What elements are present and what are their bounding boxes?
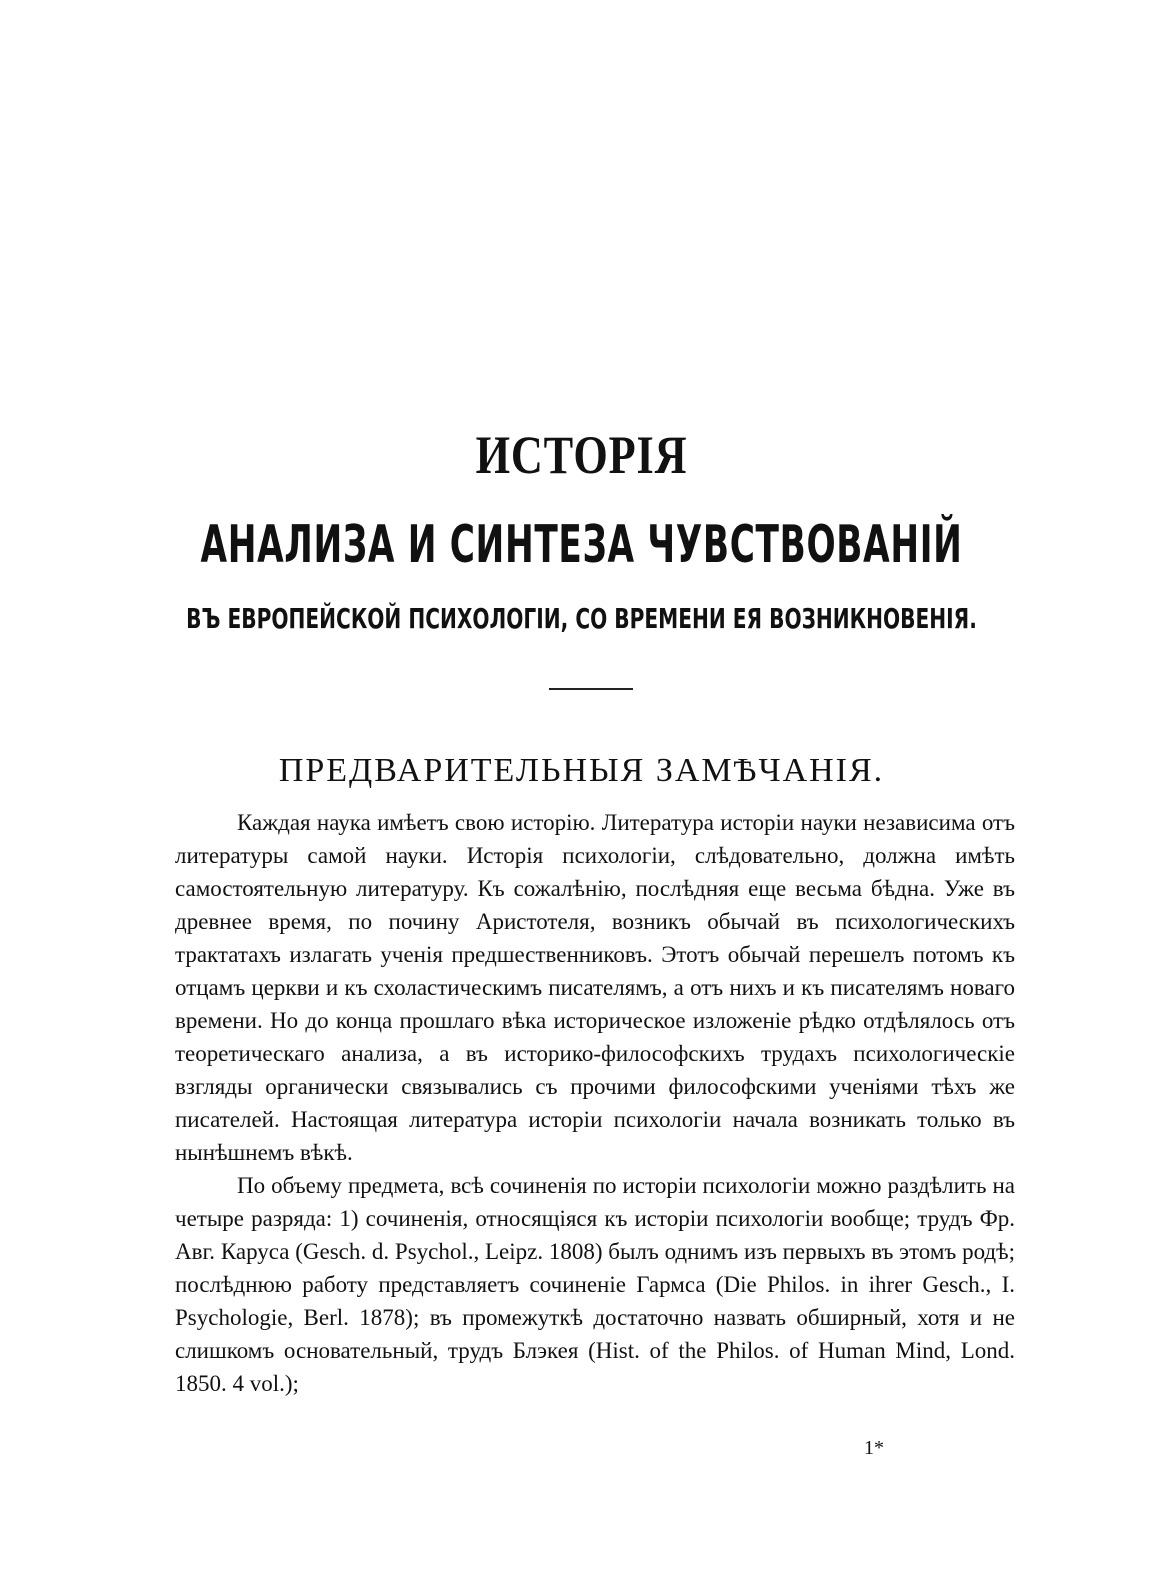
paragraph-1: Каждая наука имѣетъ свою исторію. Литература исторіи науки независима отъ литературы самой науки. Исторія психологіи, слѣдовательно, должна имѣть самостоятельную литературу. Къ сожалѣнію, послѣдняя еще весьма бѣдна. Уже въ древнее время, по почину Аристотеля, возникъ обычай въ психологическихъ трактатахъ излагать ученія предшественниковъ. Этотъ обычай перешелъ потомъ къ отцамъ церкви и къ схоластическимъ писателямъ, а отъ нихъ и къ писателямъ новаго времени. Но до конца прошлаго вѣка историческое изложеніе рѣдко отдѣлялось отъ теоретическаго анализа, а въ историко-философскихъ трудахъ психологическіе взгляды органически связывались съ прочими философскими ученіями тѣхъ же писателей. Настоящая литература исторіи психологіи начала возникать только въ нынѣшнемъ вѣкѣ. — [175, 810, 1015, 1165]
paragraph-2: По объему предмета, всѣ сочиненія по исторіи психологіи можно раздѣлить на четыре разряда: 1) сочиненія, относящіяся къ исторіи психологіи вообще; трудъ Фр. Авг. Каруса (Gesch. d. Psychol., Leipz. 1808) былъ однимъ изъ первыхъ въ этомъ родѣ; послѣднюю работу представляетъ сочиненіе Гармса (Die Philos. in ihrer Gesch., I. Psychologie, Berl. 1878); въ промежуткѣ достаточно назвать обширный, хотя и не слишкомъ основательный, трудъ Блэкея (Hist. of the Philos. of Human Mind, Lond. 1850. 4 vol.); — [175, 1173, 1015, 1396]
section-heading: ПРЕДВАРИТЕЛЬНЫЯ ЗАМѢЧАНІЯ. — [278, 752, 885, 789]
title-line-3: ВЪ ЕВРОПЕЙСКОЙ ПСИХОЛОГІИ, СО ВРЕМЕНИ ЕЯ ВОЗНИКНОВЕНІЯ. — [186, 602, 977, 635]
title-divider — [549, 688, 633, 690]
body-text — [175, 806, 1015, 1400]
title-line-2: АНАЛИЗА И СИНТЕЗА ЧУВСТВОВАНІЙ — [200, 515, 963, 575]
page-signature: 1* — [864, 1437, 884, 1459]
title-line-1: ИСТОРІЯ — [475, 425, 688, 485]
